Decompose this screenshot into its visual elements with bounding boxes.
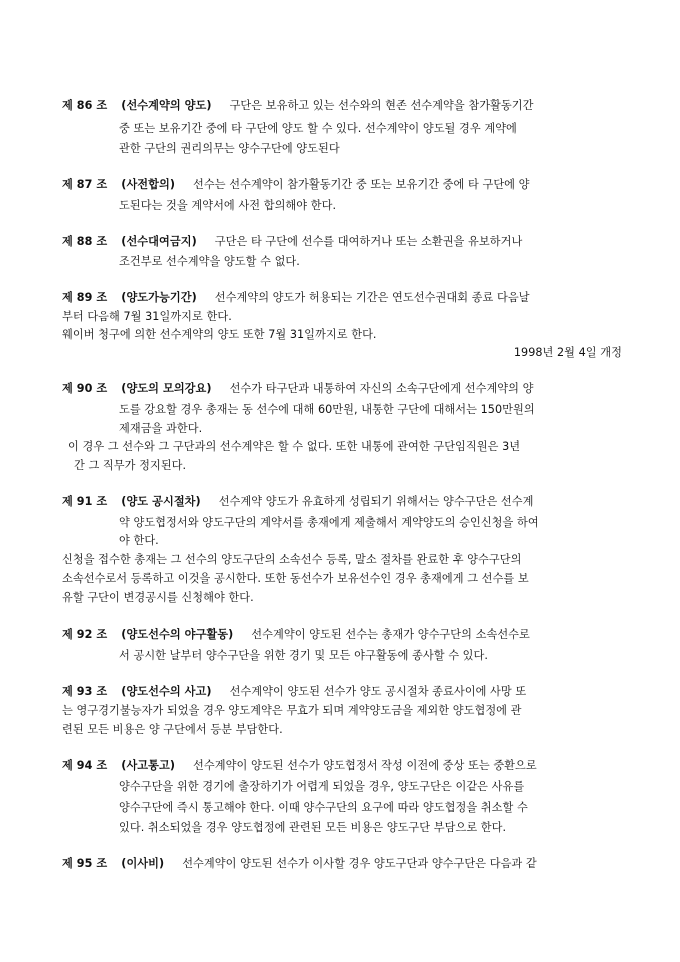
article-87-title: (사전합의) [121,178,176,191]
article-95-title: (이사비) [121,857,165,870]
article-94-number: 제 94 조 [62,759,108,772]
article-93-line-1 [62,684,526,700]
article-90-number: 제 90 조 [62,382,108,395]
article-91-number: 제 91 조 [62,495,108,508]
article-92-line-1 [62,627,530,643]
article-94-line-1 [62,758,537,774]
article-89-title: (양도가능기간) [121,291,197,304]
article-86-line-1 [62,98,534,114]
article-86-text: 구단은 보유하고 있는 선수와의 현존 선수계약을 참가활동기간 [229,99,534,112]
article-89-text: 선수계약의 양도가 허용되는 기간은 연도선수권대회 종료 다음날 [214,291,530,304]
article-88-text: 구단은 타 구단에 선수를 대여하거나 또는 소환권을 유보하거나 [214,235,523,248]
article-91-line-6: 유할 구단이 변경공시를 신청해야 한다. [62,591,254,604]
article-86-line-3: 관한 구단의 권리의무는 양수구단에 양도된다 [119,142,340,155]
article-87-line-1 [62,177,530,193]
article-86-number: 제 86 조 [62,99,108,112]
article-95-line-1 [62,856,537,872]
article-89-revision-note: 1998년 2월 4일 개정 [513,346,622,359]
article-91-line-2: 약 양도협정서와 양도구단의 계약서를 총재에게 제출해서 계약양도의 승인신청을 하여 [119,516,539,529]
article-89-number: 제 89 조 [62,291,108,304]
article-86-title: (선수계약의 양도) [121,99,212,112]
article-88-title: (선수대여금지) [121,235,197,248]
article-92-title: (양도선수의 야구활동) [121,628,234,641]
article-94-line-2: 양수구단을 위한 경기에 출장하기가 어렵게 되었을 경우, 양도구단은 이같은 사유를 [119,780,525,793]
article-87-text: 선수는 선수계약이 참가활동기간 중 또는 보유기간 중에 타 구단에 양 [193,178,530,191]
article-90-title: (양도의 모의강요) [121,382,212,395]
article-90-line-1 [62,381,534,397]
article-93-line-2: 는 영구경기불능자가 되었을 경우 양도계약은 무효가 되며 계약양도금을 제외한 양도협정에 관 [62,704,522,717]
article-88-number: 제 88 조 [62,235,108,248]
article-89-line-1 [62,290,530,306]
article-91-text: 선수계약 양도가 유효하게 성립되기 위해서는 양수구단은 선수계 [218,495,534,508]
article-92-number: 제 92 조 [62,628,108,641]
article-93-number: 제 93 조 [62,685,108,698]
article-90-line-4: 이 경우 그 선수와 그 구단과의 선수계약은 할 수 없다. 또한 내통에 관여한 구단임직원은 3년 [68,440,521,453]
article-91-line-4: 신청을 접수한 총재는 그 선수의 양도구단의 소속선수 등록, 말소 절차를 완료한 후 양수구단의 [62,553,522,566]
article-90-line-3: 제재금을 과한다. [119,422,203,435]
article-91-line-5: 소속선수로서 등록하고 이것을 공시한다. 또한 동선수가 보유선수인 경우 총재에게 그 선수를 보 [62,572,529,585]
article-90-line-2: 도를 강요할 경우 총재는 동 선수에 대해 60만원, 내통한 구단에 대해서는 150만원의 [119,403,535,416]
article-94-title: (사고통고) [121,759,176,772]
article-92-text: 선수계약이 양도된 선수는 총재가 양수구단의 소속선수로 [251,628,530,641]
article-89-line-2: 부터 다음해 7월 31일까지로 한다. [62,310,232,323]
article-93-text: 선수계약이 양도된 선수가 양도 공시절차 종료사이에 사망 또 [229,685,527,698]
article-89-line-3: 웨이버 청구에 의한 선수계약의 양도 또한 7월 31일까지로 한다. [62,328,377,341]
article-90-line-5: 간 그 직무가 정지된다. [74,459,187,472]
article-90-text: 선수가 타구단과 내통하여 자신의 소속구단에게 선수계약의 양 [229,382,534,395]
article-91-line-1 [62,494,533,510]
article-88-line-2: 조건부로 선수계약을 양도할 수 없다. [119,255,300,268]
article-95-number: 제 95 조 [62,857,108,870]
article-87-line-2: 도된다는 것을 계약서에 사전 합의해야 한다. [119,199,337,212]
article-86-line-2: 중 또는 보유기간 중에 타 구단에 양도 할 수 있다. 선수계약이 양도될 경우 계약에 [119,122,517,135]
article-87-number: 제 87 조 [62,178,108,191]
article-88-line-1 [62,234,522,250]
article-94-text: 선수계약이 양도된 선수가 양도협정서 작성 이전에 중상 또는 중환으로 [193,759,537,772]
article-91-title: (양도 공시절차) [121,495,201,508]
article-95-text: 선수계약이 양도된 선수가 이사할 경우 양도구단과 양수구단은 다음과 같 [182,857,537,870]
article-93-title: (양도선수의 사고) [121,685,212,698]
article-91-line-3: 야 한다. [119,534,159,547]
article-94-line-4: 있다. 취소되었을 경우 양도협정에 관련된 모든 비용은 양도구단 부담으로 한다. [119,821,507,834]
article-92-line-2: 서 공시한 날부터 양수구단을 위한 경기 및 모든 야구활동에 종사할 수 있다. [119,649,488,662]
article-94-line-3: 양수구단에 즉시 통고해야 한다. 이때 양수구단의 요구에 따라 양도협정을 취소할 수 [119,801,528,814]
article-93-line-3: 련된 모든 비용은 양 구단에서 등분 부담한다. [62,723,283,736]
